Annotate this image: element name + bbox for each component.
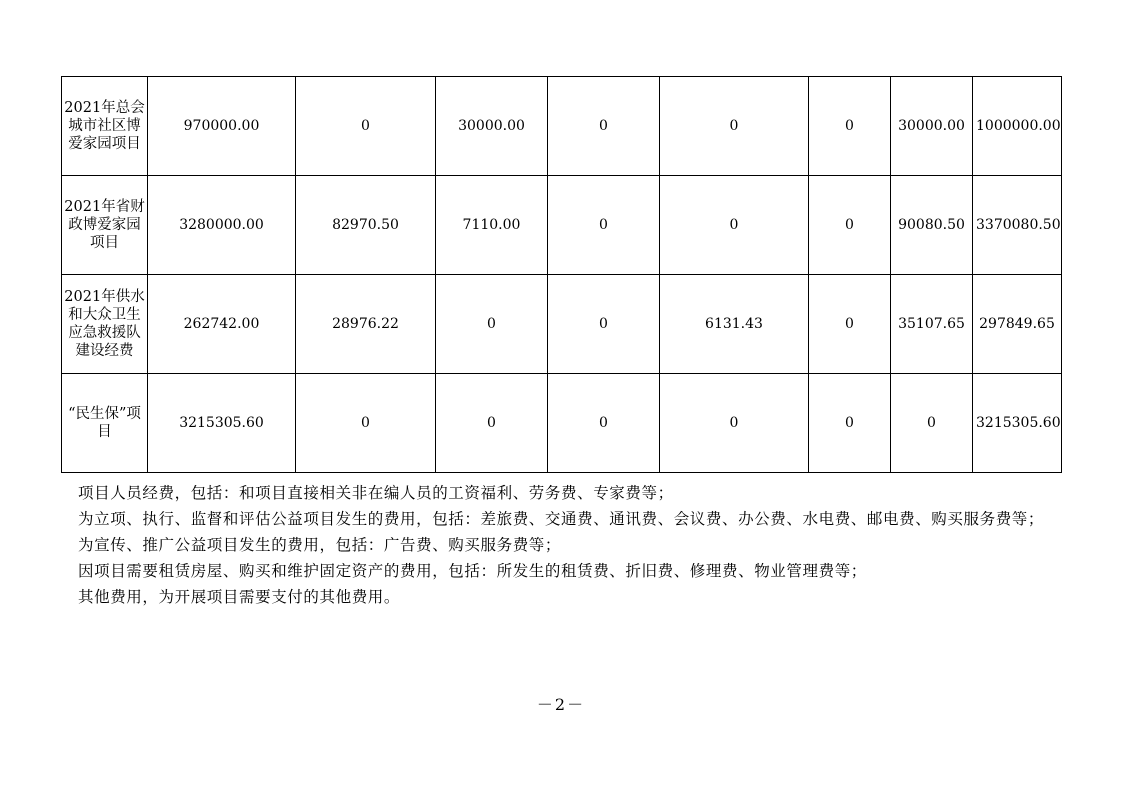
- notes-section: [78, 480, 1068, 610]
- amount-cell: 0: [296, 77, 436, 176]
- project-name-cell: 2021年总会城市社区博爱家园项目: [62, 77, 148, 176]
- amount-cell: 35107.65: [891, 275, 973, 374]
- amount-cell: 0: [548, 77, 660, 176]
- amount-cell: 0: [809, 176, 891, 275]
- amount-cell: 0: [436, 275, 548, 374]
- amount-cell: 30000.00: [436, 77, 548, 176]
- amount-cell: 7110.00: [436, 176, 548, 275]
- amount-cell: 82970.50: [296, 176, 436, 275]
- amount-cell: 0: [660, 176, 809, 275]
- project-name-cell: 2021年省财政博爱家园项目: [62, 176, 148, 275]
- project-name-cell: “民生保”项目: [62, 374, 148, 473]
- amount-cell: 0: [809, 77, 891, 176]
- amount-cell: 90080.50: [891, 176, 973, 275]
- amount-cell: 3215305.60: [973, 374, 1062, 473]
- amount-cell: 0: [296, 374, 436, 473]
- amount-cell: 0: [660, 374, 809, 473]
- project-name-cell: 2021年供水和大众卫生应急救援队建设经费: [62, 275, 148, 374]
- table-row: [62, 275, 1062, 374]
- amount-cell: 6131.43: [660, 275, 809, 374]
- note-publicity: 为宣传、推广公益项目发生的费用，包括：广告费、购买服务费等；: [78, 536, 562, 554]
- amount-cell: 3280000.00: [148, 176, 296, 275]
- amount-cell: 0: [660, 77, 809, 176]
- table-row: [62, 374, 1062, 473]
- amount-cell: 0: [809, 275, 891, 374]
- amount-cell: 1000000.00: [973, 77, 1062, 176]
- note-operations: 为立项、执行、监督和评估公益项目发生的费用，包括：差旅费、交通费、通讯费、会议费、办公费、水电费、邮电费、购买服务费等；: [78, 510, 1045, 528]
- amount-cell: 0: [436, 374, 548, 473]
- budget-table: [61, 76, 1062, 473]
- note-personnel: 项目人员经费，包括：和项目直接相关非在编人员的工资福利、劳务费、专家费等；: [78, 484, 674, 502]
- amount-cell: 970000.00: [148, 77, 296, 176]
- amount-cell: 0: [548, 374, 660, 473]
- note-other: 其他费用，为开展项目需要支付的其他费用。: [78, 588, 401, 606]
- table-row: [62, 77, 1062, 176]
- amount-cell: 3370080.50: [973, 176, 1062, 275]
- table-body: [62, 77, 1062, 473]
- amount-cell: 3215305.60: [148, 374, 296, 473]
- amount-cell: 0: [891, 374, 973, 473]
- page-number: －2－: [536, 695, 586, 714]
- note-assets: 因项目需要租赁房屋、购买和维护固定资产的费用，包括：所发生的租赁费、折旧费、修理费、物业管理费等；: [78, 562, 867, 580]
- amount-cell: 0: [809, 374, 891, 473]
- amount-cell: 28976.22: [296, 275, 436, 374]
- amount-cell: 297849.65: [973, 275, 1062, 374]
- amount-cell: 0: [548, 176, 660, 275]
- amount-cell: 30000.00: [891, 77, 973, 176]
- table-row: [62, 176, 1062, 275]
- amount-cell: 0: [548, 275, 660, 374]
- amount-cell: 262742.00: [148, 275, 296, 374]
